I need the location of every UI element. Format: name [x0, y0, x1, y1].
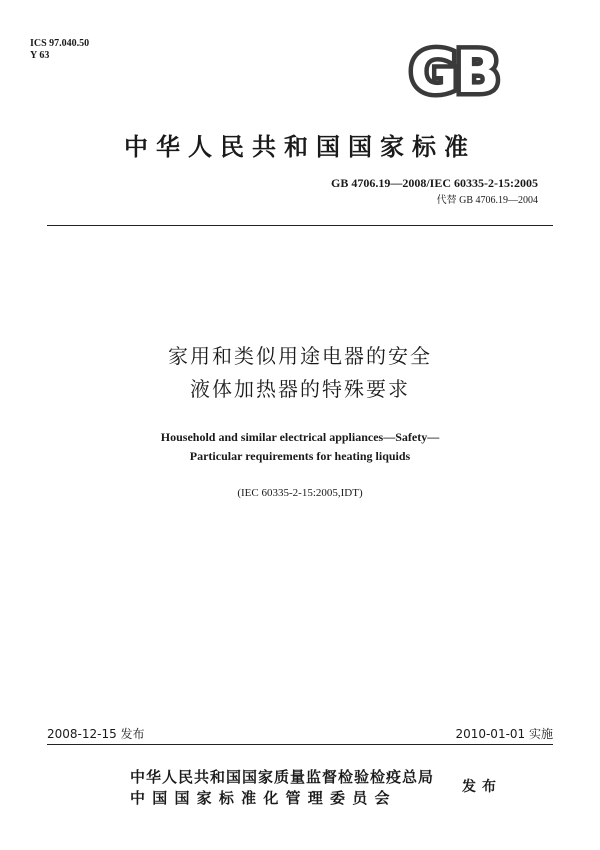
en-title-line1: Household and similar electrical appliances—Safety—: [160, 430, 440, 444]
standard-category-title: 中华人民共和国国家标准: [124, 133, 476, 161]
issuer-aqsiq: 中华人民共和国国家质量监督检验检疫总局: [130, 768, 435, 786]
cn-title-line1: 家用和类似用途电器的安全: [168, 344, 432, 368]
effective-date: 2010-01-01 实施: [455, 727, 553, 741]
gb-logo-text: GB: [410, 40, 498, 100]
issue-date: 2008-12-15 发布: [47, 727, 145, 741]
ics-number: ICS 97.040.50: [30, 38, 90, 49]
replaces-note: 代替 GB 4706.19—2004: [436, 195, 538, 206]
ics-code: [30, 38, 89, 62]
issuer-sac: 中 国 国 家 标 准 化 管 理 委 员 会: [130, 789, 391, 807]
cn-title-line2: 液体加热器的特殊要求: [190, 377, 410, 401]
issue-label: 发布: [462, 779, 502, 795]
gb-logo: [394, 40, 514, 100]
ccs-number: Y 63: [30, 50, 50, 61]
footer-divider: [47, 744, 553, 745]
en-title-line2: Particular requirements for heating liquids: [189, 449, 411, 463]
idt-reference: (IEC 60335-2-15:2005,IDT): [237, 487, 363, 499]
header-divider: [47, 225, 553, 226]
standard-number: GB 4706.19—2008/IEC 60335-2-15:2005: [331, 176, 538, 190]
